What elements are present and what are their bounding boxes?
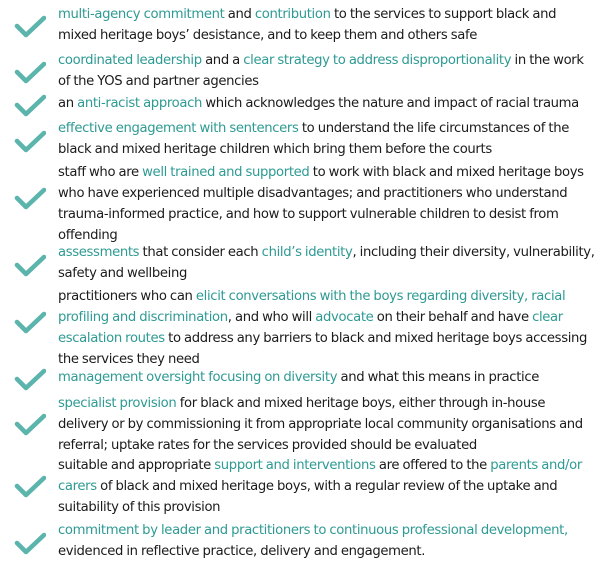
highlighted-phrase: support and interventions	[214, 458, 376, 473]
text-run: , including their diversity, vulnerability, safety and wellbeing	[58, 245, 595, 281]
highlighted-phrase: well trained and supported	[142, 165, 310, 180]
text-run: suitable and appropriate	[58, 458, 215, 473]
text-run: and what this means in practice	[337, 370, 539, 385]
checkmark-icon	[14, 532, 46, 556]
highlighted-phrase: coordinated leadership	[58, 53, 202, 68]
checkmark-icon	[14, 15, 46, 39]
highlighted-phrase: contribution	[254, 7, 331, 22]
highlighted-phrase: commitment by leader and practitioners to continuous professional development,	[58, 523, 568, 538]
highlighted-phrase: management oversight focusing on diversity	[58, 370, 338, 385]
list-item-text	[58, 242, 598, 284]
checkmark-icon	[14, 311, 46, 335]
list-item-text	[58, 4, 598, 46]
text-run: an	[58, 96, 78, 111]
text-run: staff who are	[58, 165, 143, 180]
list-item-text	[58, 118, 598, 160]
text-run: to the services to support black and mixed heritage boys’ desistance, and to keep them and others safe	[58, 7, 557, 43]
highlighted-phrase: clear escalation routes	[58, 310, 563, 346]
highlighted-phrase: advocate	[315, 310, 374, 325]
checkmark-icon	[14, 130, 46, 154]
text-run: are offered to the	[375, 458, 491, 473]
highlighted-phrase: child’s identity	[261, 245, 353, 260]
checkmark-icon	[14, 61, 46, 85]
highlighted-phrase: elicit conversations with the boys regarding diversity, racial profiling and discrimination	[58, 289, 566, 325]
text-run: on their behalf and have	[373, 310, 533, 325]
text-run: that consider each	[139, 245, 262, 260]
highlighted-phrase: specialist provision	[58, 396, 177, 411]
checkmark-icon	[14, 187, 46, 211]
list-item-text	[58, 393, 598, 456]
highlighted-phrase: anti-racist approach	[77, 96, 202, 111]
checkmark-icon	[14, 254, 46, 278]
text-run: , and who will	[227, 310, 316, 325]
list-item-text	[58, 455, 598, 518]
text-run: and a	[201, 53, 244, 68]
list-item-text	[58, 93, 598, 114]
text-run: to work with black and mixed heritage boys who have experienced multiple disadvantages; and practitioners who understand trauma-informed practice, and how to support vulnerable children to desist from offending	[58, 165, 584, 243]
highlighted-phrase: effective engagement with sentencers	[58, 121, 299, 136]
checkmark-icon	[14, 413, 46, 437]
checkmark-icon	[14, 368, 46, 392]
list-item-text	[58, 50, 598, 92]
list-item-text	[58, 286, 598, 370]
text-run: for black and mixed heritage boys, either through in-house delivery or by commissioning it from appropriate local community organisations and referral; uptake rates for the services provided should be evaluated	[58, 396, 583, 453]
highlighted-phrase: clear strategy to address disproportionality	[243, 53, 512, 68]
list-item-text	[58, 520, 598, 562]
list-item-text	[58, 162, 598, 246]
text-run: of black and mixed heritage boys, with a regular review of the uptake and suitability of this provision	[58, 479, 558, 515]
list-item-text	[58, 367, 598, 388]
checkmark-icon	[14, 94, 46, 118]
highlighted-phrase: assessments	[58, 245, 140, 260]
text-run: to understand the life circumstances of the black and mixed heritage children which bring them before the courts	[58, 121, 569, 157]
text-run: and	[224, 7, 255, 22]
text-run: practitioners who can	[58, 289, 196, 304]
text-run: to address any barriers to black and mixed heritage boys accessing the services they need	[58, 331, 588, 367]
text-run: evidenced in reflective practice, delivery and engagement.	[58, 544, 426, 559]
text-run: in the work of the YOS and partner agencies	[58, 53, 584, 89]
text-run: which acknowledges the nature and impact of racial trauma	[202, 96, 579, 111]
highlighted-phrase: multi-agency commitment	[58, 7, 225, 22]
checkmark-icon	[14, 475, 46, 499]
highlighted-phrase: parents and/or carers	[58, 458, 582, 494]
